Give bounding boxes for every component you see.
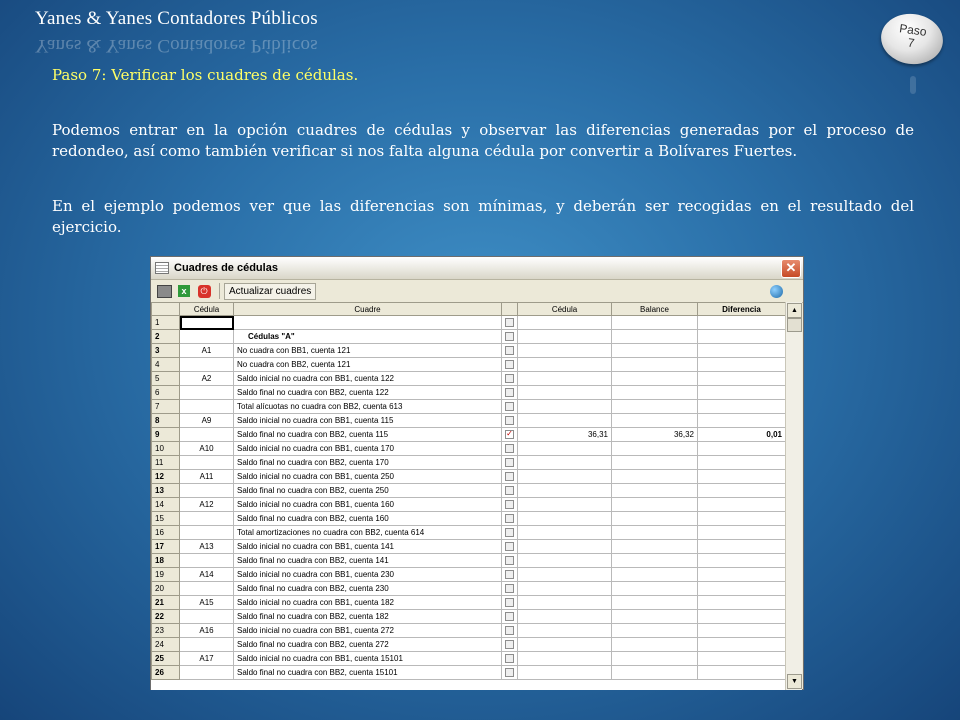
table-icon [155, 262, 169, 274]
exit-button[interactable] [195, 282, 213, 300]
row-number[interactable]: 15 [152, 512, 180, 526]
check-cell[interactable] [502, 652, 518, 666]
checkbox[interactable] [505, 584, 514, 593]
cedula-value-cell[interactable] [518, 554, 612, 568]
cuadre-cell[interactable]: Saldo inicial no cuadra con BB1, cuenta 122 [234, 372, 502, 386]
cedula-value-cell[interactable] [518, 344, 612, 358]
check-cell[interactable] [502, 428, 518, 442]
balance-cell[interactable] [612, 652, 698, 666]
balance-cell[interactable] [612, 666, 698, 680]
checkbox[interactable] [505, 360, 514, 369]
balance-cell[interactable] [612, 582, 698, 596]
cedula-value-cell[interactable] [518, 330, 612, 344]
print-button[interactable] [155, 282, 173, 300]
diferencia-cell[interactable] [698, 344, 786, 358]
cedula-value-cell[interactable] [518, 484, 612, 498]
diferencia-cell[interactable] [698, 554, 786, 568]
balance-cell[interactable] [612, 596, 698, 610]
cuadre-cell[interactable]: Saldo final no cuadra con BB2, cuenta 230 [234, 582, 502, 596]
cuadre-cell[interactable]: Saldo final no cuadra con BB2, cuenta 182 [234, 610, 502, 624]
checkbox[interactable] [505, 528, 514, 537]
cuadre-cell[interactable]: Saldo inicial no cuadra con BB1, cuenta 230 [234, 568, 502, 582]
checkbox[interactable] [505, 556, 514, 565]
cedula-cell[interactable] [180, 386, 234, 400]
row-number[interactable]: 9 [152, 428, 180, 442]
checkbox[interactable] [505, 416, 514, 425]
table-row[interactable] [152, 372, 786, 386]
check-cell[interactable] [502, 526, 518, 540]
row-number[interactable]: 23 [152, 624, 180, 638]
cedula-cell[interactable]: A16 [180, 624, 234, 638]
checkbox[interactable] [505, 332, 514, 341]
step-badge-reflection [910, 76, 916, 94]
checkbox[interactable] [505, 444, 514, 453]
col-header-diferencia[interactable]: Diferencia [698, 303, 786, 316]
table-row[interactable] [152, 358, 786, 372]
row-number[interactable]: 4 [152, 358, 180, 372]
checkbox[interactable] [505, 472, 514, 481]
cedula-cell[interactable]: A14 [180, 568, 234, 582]
cuadre-cell[interactable]: Total amortizaciones no cuadra con BB2, cuenta 614 [234, 526, 502, 540]
table-header [152, 303, 786, 316]
grid [151, 302, 787, 690]
diferencia-cell[interactable] [698, 414, 786, 428]
check-cell[interactable] [502, 638, 518, 652]
checkbox[interactable] [505, 486, 514, 495]
cedula-value-cell[interactable] [518, 498, 612, 512]
cedula-value-cell[interactable] [518, 316, 612, 330]
diferencia-cell[interactable] [698, 596, 786, 610]
diferencia-cell[interactable] [698, 400, 786, 414]
diferencia-cell[interactable] [698, 386, 786, 400]
check-cell[interactable] [502, 624, 518, 638]
diferencia-cell[interactable] [698, 330, 786, 344]
cedula-value-cell[interactable] [518, 666, 612, 680]
diferencia-cell[interactable] [698, 316, 786, 330]
row-number[interactable]: 26 [152, 666, 180, 680]
check-cell[interactable] [502, 358, 518, 372]
cedula-value-cell[interactable] [518, 358, 612, 372]
checkbox[interactable] [505, 570, 514, 579]
check-cell[interactable] [502, 610, 518, 624]
scroll-thumb[interactable] [787, 318, 802, 332]
checkbox[interactable] [505, 654, 514, 663]
diferencia-cell[interactable] [698, 568, 786, 582]
cedula-cell[interactable] [180, 610, 234, 624]
window-title: Cuadres de cédulas [174, 262, 278, 274]
row-number[interactable]: 21 [152, 596, 180, 610]
check-cell[interactable] [502, 316, 518, 330]
cedula-value-cell[interactable] [518, 638, 612, 652]
diferencia-cell[interactable] [698, 624, 786, 638]
check-cell[interactable] [502, 442, 518, 456]
check-cell[interactable] [502, 372, 518, 386]
cedula-cell[interactable]: A10 [180, 442, 234, 456]
checkbox[interactable] [505, 458, 514, 467]
globe-icon [770, 285, 783, 298]
checkbox[interactable] [505, 514, 514, 523]
check-cell[interactable] [502, 554, 518, 568]
cedula-value-cell[interactable] [518, 652, 612, 666]
balance-cell[interactable] [612, 316, 698, 330]
cuadre-cell[interactable]: Saldo final no cuadra con BB2, cuenta 15101 [234, 666, 502, 680]
cedula-cell[interactable] [180, 484, 234, 498]
diferencia-cell[interactable] [698, 638, 786, 652]
cedula-cell[interactable] [180, 330, 234, 344]
cedula-cell[interactable]: A11 [180, 470, 234, 484]
cuadre-cell[interactable]: Cédulas "A" [234, 330, 502, 344]
balance-cell[interactable] [612, 442, 698, 456]
window-titlebar[interactable] [151, 257, 803, 280]
cedula-cell[interactable]: A17 [180, 652, 234, 666]
row-number[interactable]: 1 [152, 316, 180, 330]
cuadre-cell[interactable]: Saldo inicial no cuadra con BB1, cuenta 15101 [234, 652, 502, 666]
cedula-cell[interactable] [180, 358, 234, 372]
row-number[interactable]: 22 [152, 610, 180, 624]
paragraph-2: En el ejemplo podemos ver que las diferencias son mínimas, y deberán ser recogidas en el resultado del ejercicio. [52, 197, 914, 236]
checkbox[interactable] [505, 542, 514, 551]
table-row[interactable] [152, 484, 786, 498]
cuadre-cell[interactable]: Saldo inicial no cuadra con BB1, cuenta 182 [234, 596, 502, 610]
cuadre-cell[interactable]: Saldo inicial no cuadra con BB1, cuenta 272 [234, 624, 502, 638]
balance-cell[interactable] [612, 498, 698, 512]
row-number[interactable]: 3 [152, 344, 180, 358]
presentation-title-reflection: Yanes & Yanes Contadores Públicos [35, 35, 318, 56]
cuadre-cell[interactable]: Saldo final no cuadra con BB2, cuenta 170 [234, 456, 502, 470]
cedula-value-cell[interactable] [518, 540, 612, 554]
cedula-value-cell[interactable] [518, 512, 612, 526]
cedula-cell[interactable] [180, 638, 234, 652]
balance-cell[interactable] [612, 470, 698, 484]
scroll-up-icon[interactable]: ▲ [787, 303, 802, 318]
table-row[interactable] [152, 540, 786, 554]
cedula-cell[interactable] [180, 400, 234, 414]
cedula-cell[interactable]: A1 [180, 344, 234, 358]
cuadre-cell[interactable]: Saldo final no cuadra con BB2, cuenta 272 [234, 638, 502, 652]
cuadre-cell[interactable]: Saldo final no cuadra con BB2, cuenta 160 [234, 512, 502, 526]
balance-cell[interactable] [612, 638, 698, 652]
cedula-value-cell[interactable] [518, 624, 612, 638]
cedula-value-cell[interactable] [518, 526, 612, 540]
check-cell[interactable] [502, 498, 518, 512]
diferencia-cell[interactable] [698, 456, 786, 470]
step-badge-line1: Paso [898, 21, 928, 39]
balance-cell[interactable] [612, 540, 698, 554]
cedula-cell[interactable] [180, 582, 234, 596]
balance-cell[interactable] [612, 624, 698, 638]
balance-cell[interactable] [612, 330, 698, 344]
diferencia-cell[interactable] [698, 372, 786, 386]
cuadre-cell[interactable]: Saldo final no cuadra con BB2, cuenta 115 [234, 428, 502, 442]
checkbox[interactable] [505, 598, 514, 607]
cedula-cell[interactable]: A15 [180, 596, 234, 610]
diferencia-cell[interactable] [698, 526, 786, 540]
cedula-value-cell[interactable]: 36,31 [518, 428, 612, 442]
checkbox[interactable] [505, 402, 514, 411]
row-number[interactable]: 12 [152, 470, 180, 484]
col-header-balance[interactable]: Balance [612, 303, 698, 316]
col-header-cedula[interactable]: Cédula [180, 303, 234, 316]
check-cell[interactable] [502, 414, 518, 428]
cedula-cell[interactable]: A12 [180, 498, 234, 512]
checked-checkbox[interactable]: ✓ [506, 429, 513, 439]
cedula-cell[interactable]: A2 [180, 372, 234, 386]
balance-cell[interactable]: 36,32 [612, 428, 698, 442]
checkbox[interactable] [505, 388, 514, 397]
cedula-value-cell[interactable] [518, 582, 612, 596]
balance-cell[interactable] [612, 386, 698, 400]
diferencia-cell[interactable] [698, 512, 786, 526]
diferencia-cell[interactable] [698, 610, 786, 624]
cedula-cell[interactable] [180, 512, 234, 526]
diferencia-cell[interactable] [698, 652, 786, 666]
cuadre-cell[interactable]: Saldo final no cuadra con BB2, cuenta 141 [234, 554, 502, 568]
table-row[interactable] [152, 428, 786, 442]
table-row[interactable] [152, 400, 786, 414]
row-number[interactable]: 10 [152, 442, 180, 456]
table-row[interactable] [152, 568, 786, 582]
balance-cell[interactable] [612, 372, 698, 386]
row-number[interactable]: 16 [152, 526, 180, 540]
cedula-cell[interactable] [180, 554, 234, 568]
diferencia-cell[interactable] [698, 498, 786, 512]
table-row[interactable] [152, 386, 786, 400]
cedula-cell[interactable] [180, 316, 234, 330]
table-row[interactable] [152, 344, 786, 358]
step-badge [881, 14, 951, 68]
cuadre-cell[interactable]: No cuadra con BB2, cuenta 121 [234, 358, 502, 372]
balance-cell[interactable] [612, 400, 698, 414]
cuadre-cell[interactable]: Saldo final no cuadra con BB2, cuenta 122 [234, 386, 502, 400]
check-cell[interactable] [502, 596, 518, 610]
checkbox[interactable] [505, 374, 514, 383]
diferencia-cell[interactable] [698, 442, 786, 456]
cedula-value-cell[interactable] [518, 610, 612, 624]
check-cell[interactable] [502, 582, 518, 596]
diferencia-cell[interactable] [698, 666, 786, 680]
table-row[interactable] [152, 638, 786, 652]
corner-cell[interactable] [152, 303, 180, 316]
table-row[interactable] [152, 666, 786, 680]
check-cell[interactable] [502, 540, 518, 554]
checkbox[interactable] [505, 626, 514, 635]
check-cell[interactable] [502, 400, 518, 414]
close-button[interactable]: ✕ [781, 259, 801, 278]
cuadres-table [151, 302, 786, 680]
row-number[interactable]: 17 [152, 540, 180, 554]
refresh-cuadres-button[interactable]: Actualizar cuadres [224, 283, 316, 300]
table-row[interactable] [152, 596, 786, 610]
step-heading: Paso 7: Verificar los cuadres de cédulas. [52, 66, 359, 84]
cedula-cell[interactable]: A9 [180, 414, 234, 428]
balance-cell[interactable] [612, 358, 698, 372]
balance-cell[interactable] [612, 512, 698, 526]
cuadre-cell[interactable]: No cuadra con BB1, cuenta 121 [234, 344, 502, 358]
table-row[interactable] [152, 456, 786, 470]
balance-cell[interactable] [612, 456, 698, 470]
web-button[interactable] [767, 282, 785, 300]
diferencia-cell[interactable] [698, 582, 786, 596]
printer-icon [157, 285, 172, 298]
cedula-value-cell[interactable] [518, 568, 612, 582]
table-row[interactable] [152, 554, 786, 568]
cedula-value-cell[interactable] [518, 400, 612, 414]
diferencia-cell[interactable] [698, 470, 786, 484]
cedula-cell[interactable] [180, 526, 234, 540]
cuadre-cell[interactable]: Total alícuotas no cuadra con BB2, cuenta 613 [234, 400, 502, 414]
table-row[interactable] [152, 330, 786, 344]
diferencia-cell[interactable] [698, 540, 786, 554]
cedula-value-cell[interactable] [518, 442, 612, 456]
check-cell[interactable] [502, 344, 518, 358]
row-number[interactable]: 19 [152, 568, 180, 582]
vertical-scrollbar[interactable] [785, 302, 802, 690]
row-number[interactable]: 18 [152, 554, 180, 568]
table-row[interactable] [152, 414, 786, 428]
cedula-value-cell[interactable] [518, 386, 612, 400]
balance-cell[interactable] [612, 568, 698, 582]
table-row[interactable] [152, 652, 786, 666]
cedula-value-cell[interactable] [518, 414, 612, 428]
row-number[interactable]: 20 [152, 582, 180, 596]
step-badge-line2: 7 [906, 35, 916, 51]
cedula-value-cell[interactable] [518, 456, 612, 470]
check-cell[interactable] [502, 386, 518, 400]
balance-cell[interactable] [612, 526, 698, 540]
cuadres-window [150, 256, 804, 690]
row-number[interactable]: 13 [152, 484, 180, 498]
check-cell[interactable] [502, 512, 518, 526]
cuadre-cell[interactable] [234, 316, 502, 330]
row-number[interactable]: 5 [152, 372, 180, 386]
table-row[interactable] [152, 512, 786, 526]
diferencia-cell[interactable]: 0,01 [698, 428, 786, 442]
balance-cell[interactable] [612, 484, 698, 498]
cuadre-cell[interactable]: Saldo inicial no cuadra con BB1, cuenta 115 [234, 414, 502, 428]
check-cell[interactable] [502, 484, 518, 498]
check-cell[interactable] [502, 666, 518, 680]
table-row[interactable] [152, 610, 786, 624]
cuadre-cell[interactable]: Saldo inicial no cuadra con BB1, cuenta 160 [234, 498, 502, 512]
row-number[interactable]: 25 [152, 652, 180, 666]
table-row[interactable] [152, 316, 786, 330]
balance-cell[interactable] [612, 554, 698, 568]
cedula-value-cell[interactable] [518, 596, 612, 610]
row-number[interactable]: 8 [152, 414, 180, 428]
paragraph-1: Podemos entrar en la opción cuadres de cédulas y observar las diferencias generadas por el proceso de redondeo, así como también verificar si nos falta alguna cédula por convertir a Bolívares Fuertes. [52, 121, 914, 160]
checkbox[interactable] [505, 318, 514, 327]
checkbox[interactable] [505, 612, 514, 621]
table-row[interactable] [152, 582, 786, 596]
table-row[interactable] [152, 498, 786, 512]
balance-cell[interactable] [612, 610, 698, 624]
cedula-cell[interactable]: A13 [180, 540, 234, 554]
cuadre-cell[interactable]: Saldo inicial no cuadra con BB1, cuenta 170 [234, 442, 502, 456]
row-number[interactable]: 7 [152, 400, 180, 414]
row-number[interactable]: 2 [152, 330, 180, 344]
col-header-cedula-value[interactable]: Cédula [518, 303, 612, 316]
presentation-title: Yanes & Yanes Contadores Públicos [35, 8, 318, 29]
cuadre-cell[interactable]: Saldo inicial no cuadra con BB1, cuenta 141 [234, 540, 502, 554]
checkbox[interactable] [505, 346, 514, 355]
cedula-cell[interactable] [180, 456, 234, 470]
balance-cell[interactable] [612, 414, 698, 428]
diferencia-cell[interactable] [698, 358, 786, 372]
checkbox[interactable] [505, 640, 514, 649]
col-header-check[interactable] [502, 303, 518, 316]
row-number[interactable]: 6 [152, 386, 180, 400]
cedula-value-cell[interactable] [518, 470, 612, 484]
power-icon: ⏻ [198, 285, 211, 298]
row-number[interactable]: 11 [152, 456, 180, 470]
cedula-cell[interactable] [180, 428, 234, 442]
toolbar-separator [219, 283, 220, 299]
excel-icon: x [178, 285, 190, 297]
toolbar [151, 280, 803, 303]
balance-cell[interactable] [612, 344, 698, 358]
check-cell[interactable] [502, 456, 518, 470]
checkbox[interactable] [505, 500, 514, 509]
check-cell[interactable] [502, 568, 518, 582]
cedula-cell[interactable] [180, 666, 234, 680]
diferencia-cell[interactable] [698, 484, 786, 498]
table-row[interactable] [152, 526, 786, 540]
row-number[interactable]: 14 [152, 498, 180, 512]
scroll-down-icon[interactable]: ▼ [787, 674, 802, 689]
col-header-cuadre[interactable]: Cuadre [234, 303, 502, 316]
export-excel-button[interactable] [175, 282, 193, 300]
cedula-value-cell[interactable] [518, 372, 612, 386]
table-row[interactable] [152, 624, 786, 638]
table-row[interactable] [152, 442, 786, 456]
check-cell[interactable] [502, 470, 518, 484]
cuadre-cell[interactable]: Saldo inicial no cuadra con BB1, cuenta 250 [234, 470, 502, 484]
row-number[interactable]: 24 [152, 638, 180, 652]
checkbox[interactable] [505, 668, 514, 677]
table-row[interactable] [152, 470, 786, 484]
cuadre-cell[interactable]: Saldo final no cuadra con BB2, cuenta 250 [234, 484, 502, 498]
check-cell[interactable] [502, 330, 518, 344]
